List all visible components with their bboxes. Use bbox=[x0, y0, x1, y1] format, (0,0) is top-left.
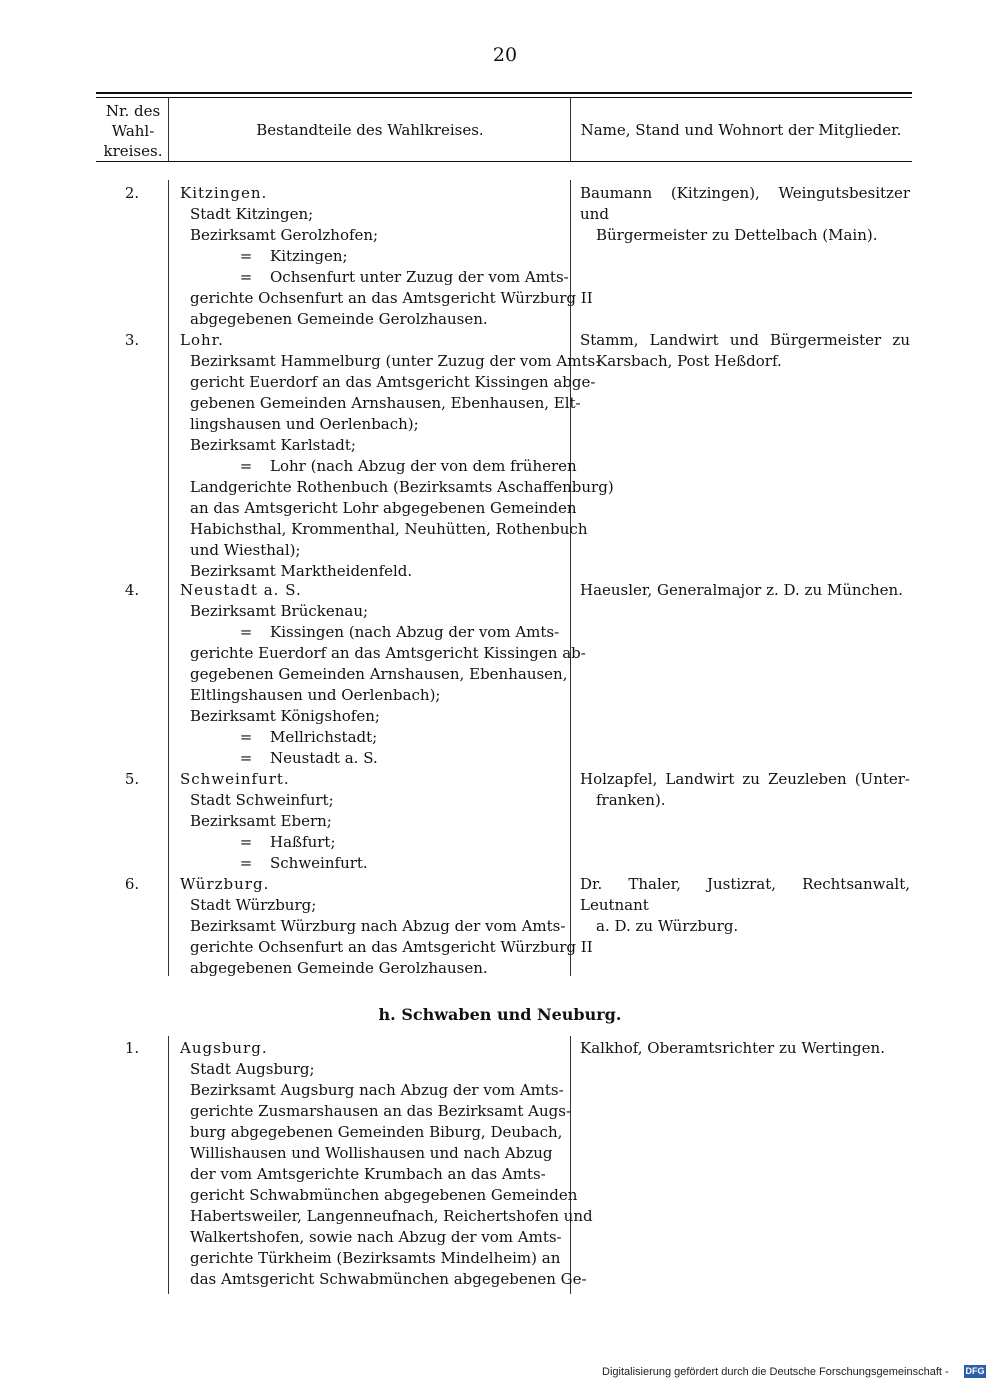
header-parts: Bestandteile des Wahlkreises. bbox=[256, 121, 484, 139]
place-name: Schweinfurt. bbox=[180, 770, 290, 788]
entry-number: 6. bbox=[124, 875, 140, 893]
parts-line: Bezirksamt Karlstadt; bbox=[190, 436, 356, 454]
parts-line: Stadt Kitzingen; bbox=[190, 205, 314, 223]
parts-line-ditto bbox=[180, 853, 558, 874]
parts-line: Habertsweiler, Langenneufnach, Reichertshofen und bbox=[190, 1207, 593, 1225]
parts-line: Habichsthal, Krommenthal, Neuhütten, Rothenbuch bbox=[190, 520, 588, 538]
member-line: a. D. zu Würzburg. bbox=[596, 917, 739, 935]
parts-line-text: Mellrichstadt; bbox=[270, 728, 378, 746]
table-top-rule bbox=[96, 92, 912, 94]
header-members: Name, Stand und Wohnort der Mitglieder. bbox=[580, 121, 902, 139]
column-divider-parts bbox=[570, 97, 571, 161]
ditto-mark: = bbox=[239, 728, 253, 746]
member-line: Karsbach, Post Heßdorf. bbox=[596, 352, 782, 370]
parts-line: Bezirksamt Gerolzhofen; bbox=[190, 226, 379, 244]
parts-line: Bezirksamt Würzburg nach Abzug der vom Amts- bbox=[190, 917, 566, 935]
header-nr bbox=[98, 101, 168, 161]
parts-line: Willishausen und Wollishausen und nach Abzug bbox=[190, 1144, 553, 1162]
entry-parts bbox=[180, 1038, 593, 1290]
parts-line: gerichte Euerdorf an das Amtsgericht Kissingen ab- bbox=[190, 644, 586, 662]
header-nr-line: kreises. bbox=[103, 142, 163, 160]
entry-member bbox=[580, 769, 910, 811]
column-divider-nr-body bbox=[168, 180, 169, 976]
entry-number: 4. bbox=[124, 581, 140, 599]
member-line: Kalkhof, Oberamtsrichter zu Wertingen. bbox=[580, 1039, 885, 1057]
ditto-mark: = bbox=[239, 457, 253, 475]
member-line: franken). bbox=[596, 791, 666, 809]
parts-line: Landgerichte Rothenbuch (Bezirksamts Aschaffenburg) bbox=[190, 478, 614, 496]
dfg-logo: DFG bbox=[965, 1366, 985, 1376]
entry-parts bbox=[180, 769, 558, 874]
parts-line: gericht Schwabmünchen abgegebenen Gemeinden bbox=[190, 1186, 578, 1204]
place-name: Augsburg. bbox=[180, 1039, 268, 1057]
parts-line: gebenen Gemeinden Arnshausen, Ebenhausen, Elt- bbox=[190, 394, 581, 412]
parts-line: das Amtsgericht Schwabmünchen abgegebenen Ge- bbox=[190, 1270, 587, 1288]
ditto-mark: = bbox=[239, 623, 253, 641]
parts-line: gerichte Ochsenfurt an das Amtsgericht Würzburg II bbox=[190, 938, 593, 956]
parts-line: burg abgegebenen Gemeinden Biburg, Deubach, bbox=[190, 1123, 563, 1141]
parts-line: abgegebenen Gemeinde Gerolzhausen. bbox=[190, 310, 488, 328]
parts-line: gegebenen Gemeinden Arnshausen, Ebenhausen, bbox=[190, 665, 568, 683]
parts-line-text: Ochsenfurt unter Zuzug der vom Amts- bbox=[270, 268, 569, 286]
parts-line: Walkertshofen, sowie nach Abzug der vom Amts- bbox=[190, 1228, 562, 1246]
parts-line-ditto bbox=[180, 832, 558, 853]
parts-line-ditto bbox=[180, 727, 558, 748]
place-name: Würzburg. bbox=[180, 875, 270, 893]
parts-line: Stadt Augsburg; bbox=[190, 1060, 315, 1078]
entry-member bbox=[580, 874, 910, 937]
entry-number: 2. bbox=[124, 184, 140, 202]
entry-parts bbox=[180, 330, 614, 582]
parts-line: Bezirksamt Ebern; bbox=[190, 812, 332, 830]
member-line: Stamm, Landwirt und Bürgermeister zu bbox=[580, 331, 910, 349]
column-divider-nr-section bbox=[168, 1036, 169, 1294]
member-line: Bürgermeister zu Dettelbach (Main). bbox=[596, 226, 878, 244]
member-line: Dr. Thaler, Justizrat, Rechtsanwalt, Leutnant bbox=[580, 875, 910, 914]
parts-line: Eltlingshausen und Oerlenbach); bbox=[190, 686, 441, 704]
table-header-rule bbox=[96, 161, 912, 162]
member-line: Haeusler, Generalmajor z. D. zu München. bbox=[580, 581, 903, 599]
parts-line: Bezirksamt Augsburg nach Abzug der vom Amts- bbox=[190, 1081, 564, 1099]
parts-line-ditto bbox=[180, 267, 569, 288]
parts-line-text: Neustadt a. S. bbox=[270, 749, 378, 767]
header-nr-line: Nr. des bbox=[105, 102, 161, 120]
parts-line-text: Schweinfurt. bbox=[270, 854, 368, 872]
parts-line-text: Kissingen (nach Abzug der vom Amts- bbox=[270, 623, 560, 641]
parts-line-ditto bbox=[180, 622, 558, 643]
parts-line-text: Kitzingen; bbox=[270, 247, 348, 265]
place-name: Kitzingen. bbox=[180, 184, 268, 202]
place-name: Neustadt a. S. bbox=[180, 581, 302, 599]
parts-line: der vom Amtsgerichte Krumbach an das Amts- bbox=[190, 1165, 546, 1183]
ditto-mark: = bbox=[239, 268, 253, 286]
ditto-mark: = bbox=[239, 833, 253, 851]
parts-line-ditto bbox=[180, 748, 558, 769]
parts-line: gericht Euerdorf an das Amtsgericht Kissingen abge- bbox=[190, 373, 596, 391]
parts-line-ditto bbox=[180, 456, 577, 477]
entry-member bbox=[580, 330, 910, 372]
parts-line-ditto bbox=[180, 246, 558, 267]
entry-member bbox=[580, 1038, 910, 1059]
member-line: Holzapfel, Landwirt zu Zeuzleben (Unter- bbox=[580, 770, 910, 788]
parts-line: lingshausen und Oerlenbach); bbox=[190, 415, 419, 433]
member-line: Baumann (Kitzingen), Weingutsbesitzer und bbox=[580, 184, 910, 223]
ditto-mark: = bbox=[239, 247, 253, 265]
parts-line: Stadt Schweinfurt; bbox=[190, 791, 334, 809]
entry-member bbox=[580, 580, 910, 601]
entry-number: 3. bbox=[124, 331, 140, 349]
column-divider-parts-section bbox=[570, 1036, 571, 1294]
entry-number: 5. bbox=[124, 770, 140, 788]
page-number: 20 bbox=[492, 44, 518, 66]
column-divider-nr bbox=[168, 97, 169, 161]
parts-line: abgegebenen Gemeinde Gerolzhausen. bbox=[190, 959, 488, 977]
place-name: Lohr. bbox=[180, 331, 224, 349]
parts-line: Bezirksamt Marktheidenfeld. bbox=[190, 562, 413, 580]
footer-credit: Digitalisierung gefördert durch die Deutsche Forschungsgemeinschaft - bbox=[602, 1366, 949, 1378]
parts-line: an das Amtsgericht Lohr abgegebenen Gemeinden bbox=[190, 499, 577, 517]
parts-line: und Wiesthal); bbox=[190, 541, 301, 559]
parts-line-text: Haßfurt; bbox=[270, 833, 336, 851]
entry-number: 1. bbox=[124, 1039, 140, 1057]
entry-member bbox=[580, 183, 910, 246]
table-top-rule-thin bbox=[96, 97, 912, 98]
parts-line: Bezirksamt Hammelburg (unter Zuzug der vom Amts- bbox=[190, 352, 601, 370]
entry-parts bbox=[180, 183, 593, 330]
parts-line: Bezirksamt Königshofen; bbox=[190, 707, 380, 725]
parts-line: Bezirksamt Brückenau; bbox=[190, 602, 369, 620]
entry-parts bbox=[180, 580, 586, 769]
parts-line: gerichte Türkheim (Bezirksamts Mindelheim) an bbox=[190, 1249, 561, 1267]
header-nr-line: Wahl- bbox=[111, 122, 155, 140]
ditto-mark: = bbox=[239, 854, 253, 872]
parts-line: gerichte Ochsenfurt an das Amtsgericht Würzburg II bbox=[190, 289, 593, 307]
parts-line-text: Lohr (nach Abzug der von dem früheren bbox=[270, 457, 577, 475]
parts-line: Stadt Würzburg; bbox=[190, 896, 317, 914]
parts-line: gerichte Zusmarshausen an das Bezirksamt Augs- bbox=[190, 1102, 572, 1120]
section-heading: h. Schwaben und Neuburg. bbox=[378, 1005, 622, 1024]
ditto-mark: = bbox=[239, 749, 253, 767]
entry-parts bbox=[180, 874, 593, 979]
